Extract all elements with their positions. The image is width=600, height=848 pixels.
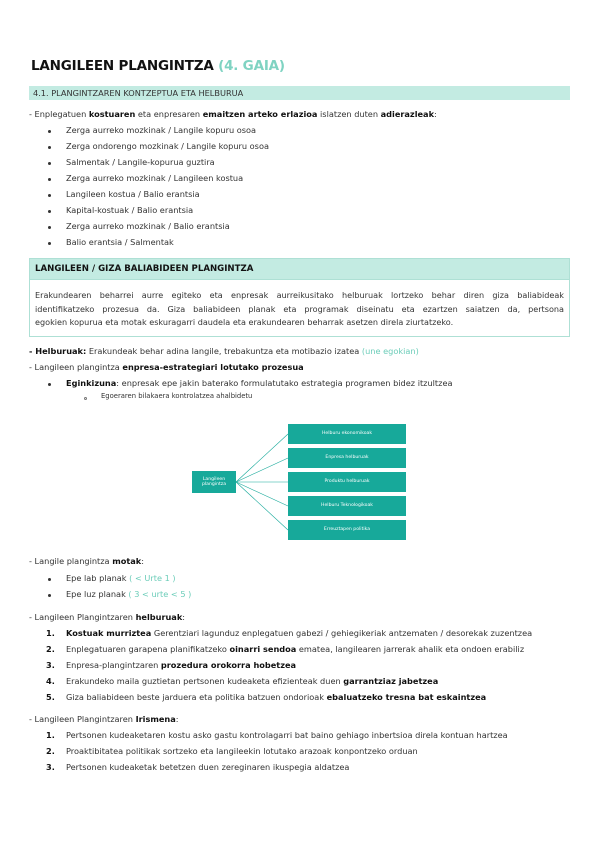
goals-accent: (une egokian) [361,346,419,356]
list-number: 4. [46,676,55,686]
bullet-icon [48,226,51,229]
objectives-colon: : [182,612,186,622]
bullet-icon [48,383,51,386]
bullet-icon [48,194,51,197]
intro-text-4: : [434,109,437,119]
intro-text-1: - Enplegatuen [29,109,89,119]
bullet-icon [48,130,51,133]
diagram-node: Produktu helburuak [288,472,406,492]
scope-item: Pertsonen kudeaketak betetzen duen zereginaren ikuspegia aldatzea [66,762,350,772]
objective-bold: ebaluatzeko tresna bat eskaintzea [326,692,487,702]
strategy-text: - Langileen plangintza [29,362,123,372]
objectives-text: - Langileen Plangintzaren [29,612,136,622]
objective-text: Erakundeko maila guztietan pertsonen kudeaketa efizienteak duen [66,676,344,686]
scope-text: - Langileen Plangintzaren [29,714,136,724]
definition-box-heading: LANGILEEN / GIZA BALIABIDEEN PLANGINTZA [29,258,570,280]
diagram-center-node: Langileen plangintza [192,471,236,493]
definition-line: identifikatzeko prozesua da. Giza baliabideen planak eta programak diseinatu eta ezartzen saiatzen da, pertsona [35,303,564,314]
diagram-node: Helburu ekonomikoak [288,424,406,444]
bullet-icon [48,162,51,165]
bullet-icon [48,242,51,245]
scope-bold: Irismena [135,714,176,724]
objective-text: Gerentziari lagunduz enplegatuen gabezi / gehiegikeriak antzematen / desorekak zuzentzea [151,628,533,638]
scope-line [29,714,179,724]
objectives-bold: helburuak [135,612,183,622]
types-item-accent: ( < Urte 1 ) [129,573,176,583]
indicator-item: Zerga aurreko mozkinak / Langile kopuru osoa [66,125,257,135]
types-text: - Langile plangintza [29,556,113,566]
list-number: 5. [46,692,55,702]
connector-line [236,458,288,482]
planning-diagram [180,418,410,543]
bullet-icon [48,210,51,213]
intro-bold-1: kostuaren [88,109,136,119]
types-item-text: Epe lab planak [66,573,130,583]
bullet-icon [48,578,51,581]
scope-item: Proaktibitatea politikak sortzeko eta langileekin lotutako arazoak konpontzeko orduan [66,746,418,756]
types-item [66,573,176,583]
diagram-node: Helburu Teknologikoak [288,496,406,516]
indicator-item: Kapital-kostuak / Balio erantsia [66,205,194,215]
definition-line: egokien kopurua eta motak eskuragarri daudela eta erakundearen beharrak asetzen direla ziurtatzeko. [35,317,454,328]
indicator-item: Zerga aurreko mozkinak / Langileen kostua [66,173,244,183]
types-line [29,556,144,566]
diagram-node: Erreuztapen politika [288,520,406,540]
list-number: 1. [46,730,55,740]
types-item-text: Epe luz planak [66,589,129,599]
objective-text: ematea, langilearen jarrerak ahalik eta ondoen erabiliz [296,644,525,654]
list-number: 2. [46,746,55,756]
intro-line [29,109,437,119]
scope-item: Pertsonen kudeaketaren kostu asko gastu kontrolagarri bat baino gehiago inbertsioa direla kontuan hartzea [66,730,508,740]
types-bold: motak [112,556,142,566]
connector-line [236,482,288,530]
title-main: LANGILEEN PLANGINTZA [31,58,219,74]
list-number: 2. [46,644,55,654]
diagram-node: Enpresa helburuak [288,448,406,468]
definition-box-body [29,280,570,337]
types-item [66,589,191,599]
circle-bullet-icon [84,397,87,400]
intro-bold-3: adierazleak [380,109,435,119]
objective-item [66,644,524,654]
goals-text: Erakundeak behar adina langile, trebakuntza eta motibazio izatea [86,346,362,356]
task-label: Eginkizuna [66,378,117,388]
bullet-icon [48,594,51,597]
connector-line [236,434,288,482]
bullet-icon [48,146,51,149]
task-text: : enpresak epe jakin baterako formulatutako estrategia programen bidez itzultzea [116,378,453,388]
section-heading: 4.1. PLANGINTZAREN KONTZEPTUA ETA HELBURUA [29,86,570,100]
objective-text: Enpresa-plangintzaren [66,660,161,670]
title-accent: (4. GAIA) [218,58,285,74]
goals-line [29,346,419,356]
objective-item [66,660,296,670]
definition-line: Erakundearen beharrei aurre egiteko eta enpresak aurreikusitako helburuak lortzeko behar diren giza baliabideak [35,290,564,300]
objective-bold: garrantziaz jabetzea [343,676,439,686]
objective-text: Giza baliabideen beste jarduera eta politika batzuen ondorioak [66,692,327,702]
indicator-item: Salmentak / Langile-kopurua guztira [66,157,215,167]
connector-line [236,482,288,506]
indicator-item: Balio erantsia / Salmentak [66,237,174,247]
objective-bold: oinarri sendoa [229,644,297,654]
intro-bold-2: emaitzen arteko erlazioa [202,109,318,119]
page-title [31,58,285,74]
types-item-accent: ( 3 < urte < 5 ) [128,589,192,599]
objective-text: Enplegatuaren garapena planifikatzeko [66,644,230,654]
goals-label: - Helburuak: [29,346,87,356]
strategy-line [29,362,304,372]
bullet-icon [48,178,51,181]
scope-colon: : [175,714,179,724]
indicator-item: Langileen kostua / Balio erantsia [66,189,200,199]
list-number: 3. [46,762,55,772]
task-line [66,378,453,388]
list-number: 1. [46,628,55,638]
strategy-bold: enpresa-estrategiari lotutako prozesua [122,362,304,372]
objective-bold: Kostuak murriztea [66,628,152,638]
intro-text-2: eta enpresaren [135,109,203,119]
objective-item [66,676,438,686]
indicator-item: Zerga aurreko mozkinak / Balio erantsia [66,221,230,231]
indicator-item: Zerga ondorengo mozkinak / Langile kopuru osoa [66,141,269,151]
objective-bold: prozedura orokorra hobetzea [160,660,297,670]
list-number: 3. [46,660,55,670]
intro-text-3: islatzen duten [317,109,381,119]
types-colon: : [141,556,144,566]
objectives-line [29,612,185,622]
sub-item: Egoeraren bilakaera kontrolatzea ahalbidetu [101,392,253,400]
objective-item [66,628,532,638]
objective-item [66,692,486,702]
